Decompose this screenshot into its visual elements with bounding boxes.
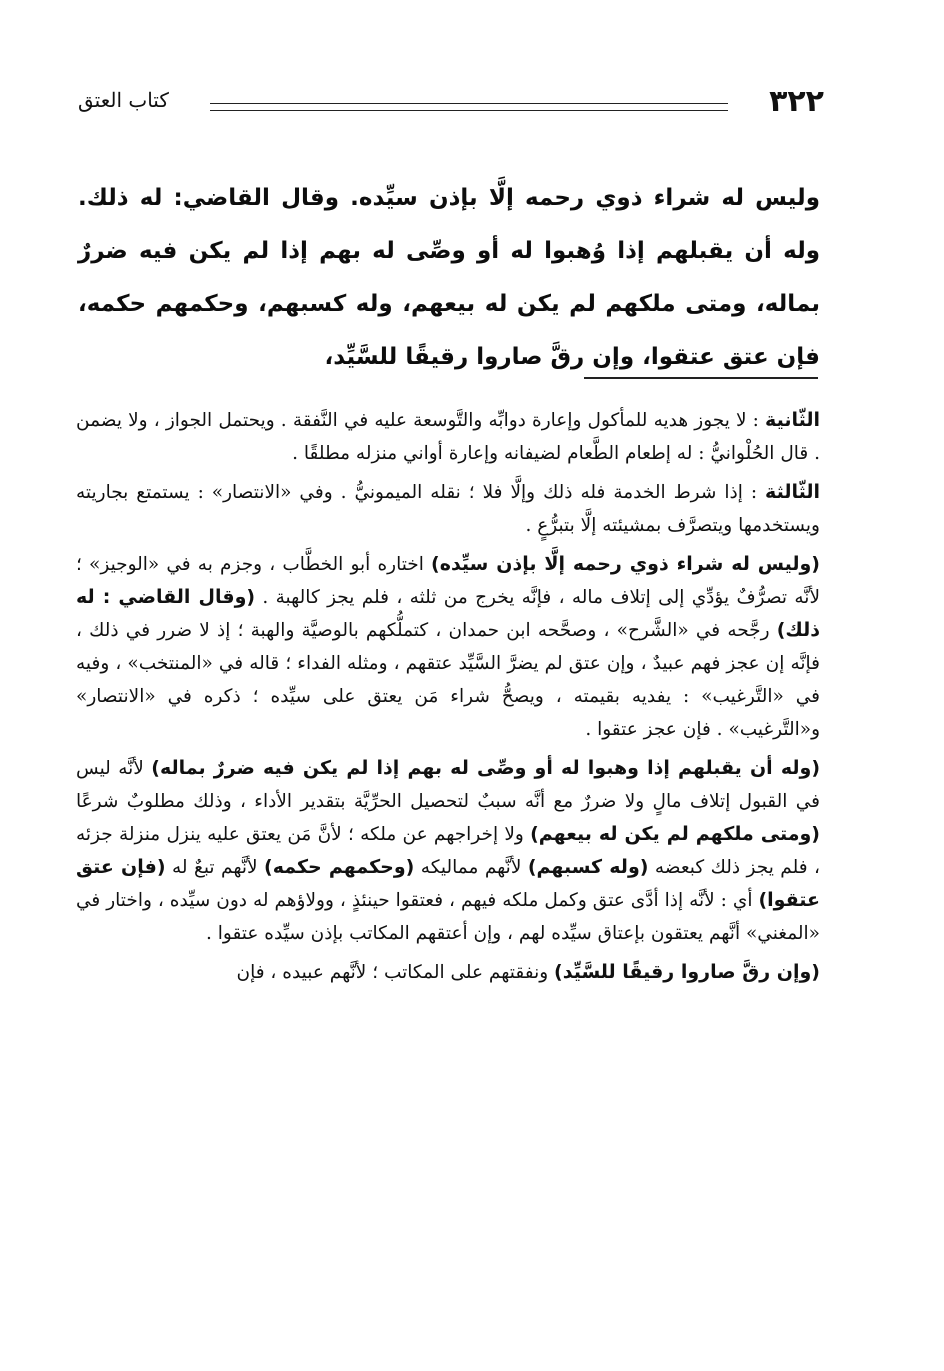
- separator-rule: [584, 377, 818, 379]
- matn-quote: (وليس له شراء ذوي رحمه إلَّا بإذن سيِّده): [431, 553, 820, 575]
- commentary-paragraph-acceptance: [76, 752, 820, 950]
- matn-quote: (وإن رقَّ صاروا رقيقًا للسَّيِّد): [554, 961, 820, 983]
- paragraph-label: الثّالثة: [765, 481, 820, 503]
- book-title: كتاب العتق: [78, 88, 169, 112]
- matn-quote: (وحكمهم حكمه): [264, 856, 415, 878]
- matn-text-block: [78, 172, 820, 384]
- commentary-block: [76, 404, 820, 995]
- paragraph-text: لأنَّهم تبعٌ له: [165, 857, 265, 878]
- header-rule: [210, 103, 728, 111]
- matn-paragraph: وليس له شراء ذوي رحمه إلَّا بإذن سيِّده. وقال القاضي: له ذلك. وله أن يقبلهم إذا وُهبوا له أو وصِّى له بهم إذا لم يكن فيه ضررٌ بماله، ومتى ملكهم لم يكن له بيعهم، وله كسبهم، وحكمهم حكمه، فإن عتق عتقوا، وإن رقَّ صاروا رقيقًا للسَّيِّد،: [78, 185, 820, 370]
- paragraph-text: اختاره أبو الخطَّاب ، وجزم به في «الوجيز» ؛ لأنَّه تصرُّفٌ يؤدِّي إلى إتلاف ماله ، فإنَّه يخرج من ثلثه ، فلم يجز كالهبة .: [76, 554, 820, 608]
- paragraph-text: : لا يجوز هديه للمأكول وإعارة دوابِّه والتَّوسعة عليه في النَّفقة . ويحتمل الجواز ، ولا يضمن . قال الحُلْوانيُّ : له إطعام الطَّعام لضيفانه وإعارة أواني منزله مطلقًا .: [76, 410, 820, 464]
- paragraph-text: لأنَّه ليس في القبول إتلاف مالٍ ولا ضررٌ مع أنَّه سببٌ لتحصيل الحرِّيَّة بتقدير الأداء ، وذلك مطلوبٌ شرعًا: [76, 758, 820, 812]
- commentary-paragraph-purchase: [76, 548, 820, 746]
- commentary-paragraph-second: [76, 404, 820, 470]
- matn-quote: (ومتى ملكهم لم يكن له بيعهم): [530, 823, 820, 845]
- paragraph-text: ولا إخراجهم عن ملكه ؛ لأنَّ مَن يعتق عليه ينزل منزلة جزئه ، فلم يجز ذلك كبعضه: [76, 824, 821, 878]
- commentary-paragraph-slavery: [76, 956, 820, 989]
- paragraph-text: ونفقتهم على المكاتب ؛ لأنَّهم عبيده ، فإن: [236, 962, 555, 983]
- page-header: [78, 82, 824, 122]
- paragraph-text: لأنَّهم مماليكه: [414, 857, 528, 878]
- matn-quote: (وقال القاضي : له ذلك): [76, 586, 820, 641]
- matn-quote: (فإن عتق عتقوا): [76, 856, 820, 911]
- page-number: ٣٢٢: [769, 84, 824, 119]
- paragraph-text: : إذا شرط الخدمة فله ذلك وإلَّا فلا ؛ نقله الميمونيُّ . وفي «الانتصار» : يستمتع بجاريته ويستخدمها ويتصرَّف بمشيئته إلَّا بتبرُّعٍ .: [76, 482, 820, 536]
- paragraph-label: الثّانية: [765, 409, 820, 431]
- paragraph-text: رجَّحه في «الشَّرح» ، وصحَّحه ابن حمدان ، كتملُّكهم بالوصيَّة والهبة ؛ إذ لا ضرر في ذلك ، فإنَّه إن عجز فهم عبيدٌ ، وإن عتق لم يضرَّ السَّيِّد عتقهم ، ومثله الفداء ؛ قاله في «المنتخب» ، وفيه في «التَّرغيب» : يفديه بقيمته ، ويصحُّ شراء مَن يعتق على سيِّده ؛ ذكره في «الانتصار» و«التَّرغيب» . فإن عجز عتقوا .: [76, 620, 820, 740]
- matn-quote: (وله أن يقبلهم إذا وهبوا له أو وصِّى له بهم إذا لم يكن فيه ضررٌ بماله): [151, 757, 821, 779]
- matn-quote: (وله كسبهم): [527, 856, 649, 878]
- paragraph-text: أي : لأنَّه إذا أدَّى عتق وكمل ملكه فيهم ، فعتقوا حينئذٍ ، وولاؤهم له دون سيِّده ، واختار في «المغني» أنَّهم يعتقون بإعتاق سيِّده لهم ، وإن أعتقهم المكاتب بإذن سيِّده عتقوا .: [76, 890, 820, 944]
- commentary-paragraph-third: [76, 476, 820, 542]
